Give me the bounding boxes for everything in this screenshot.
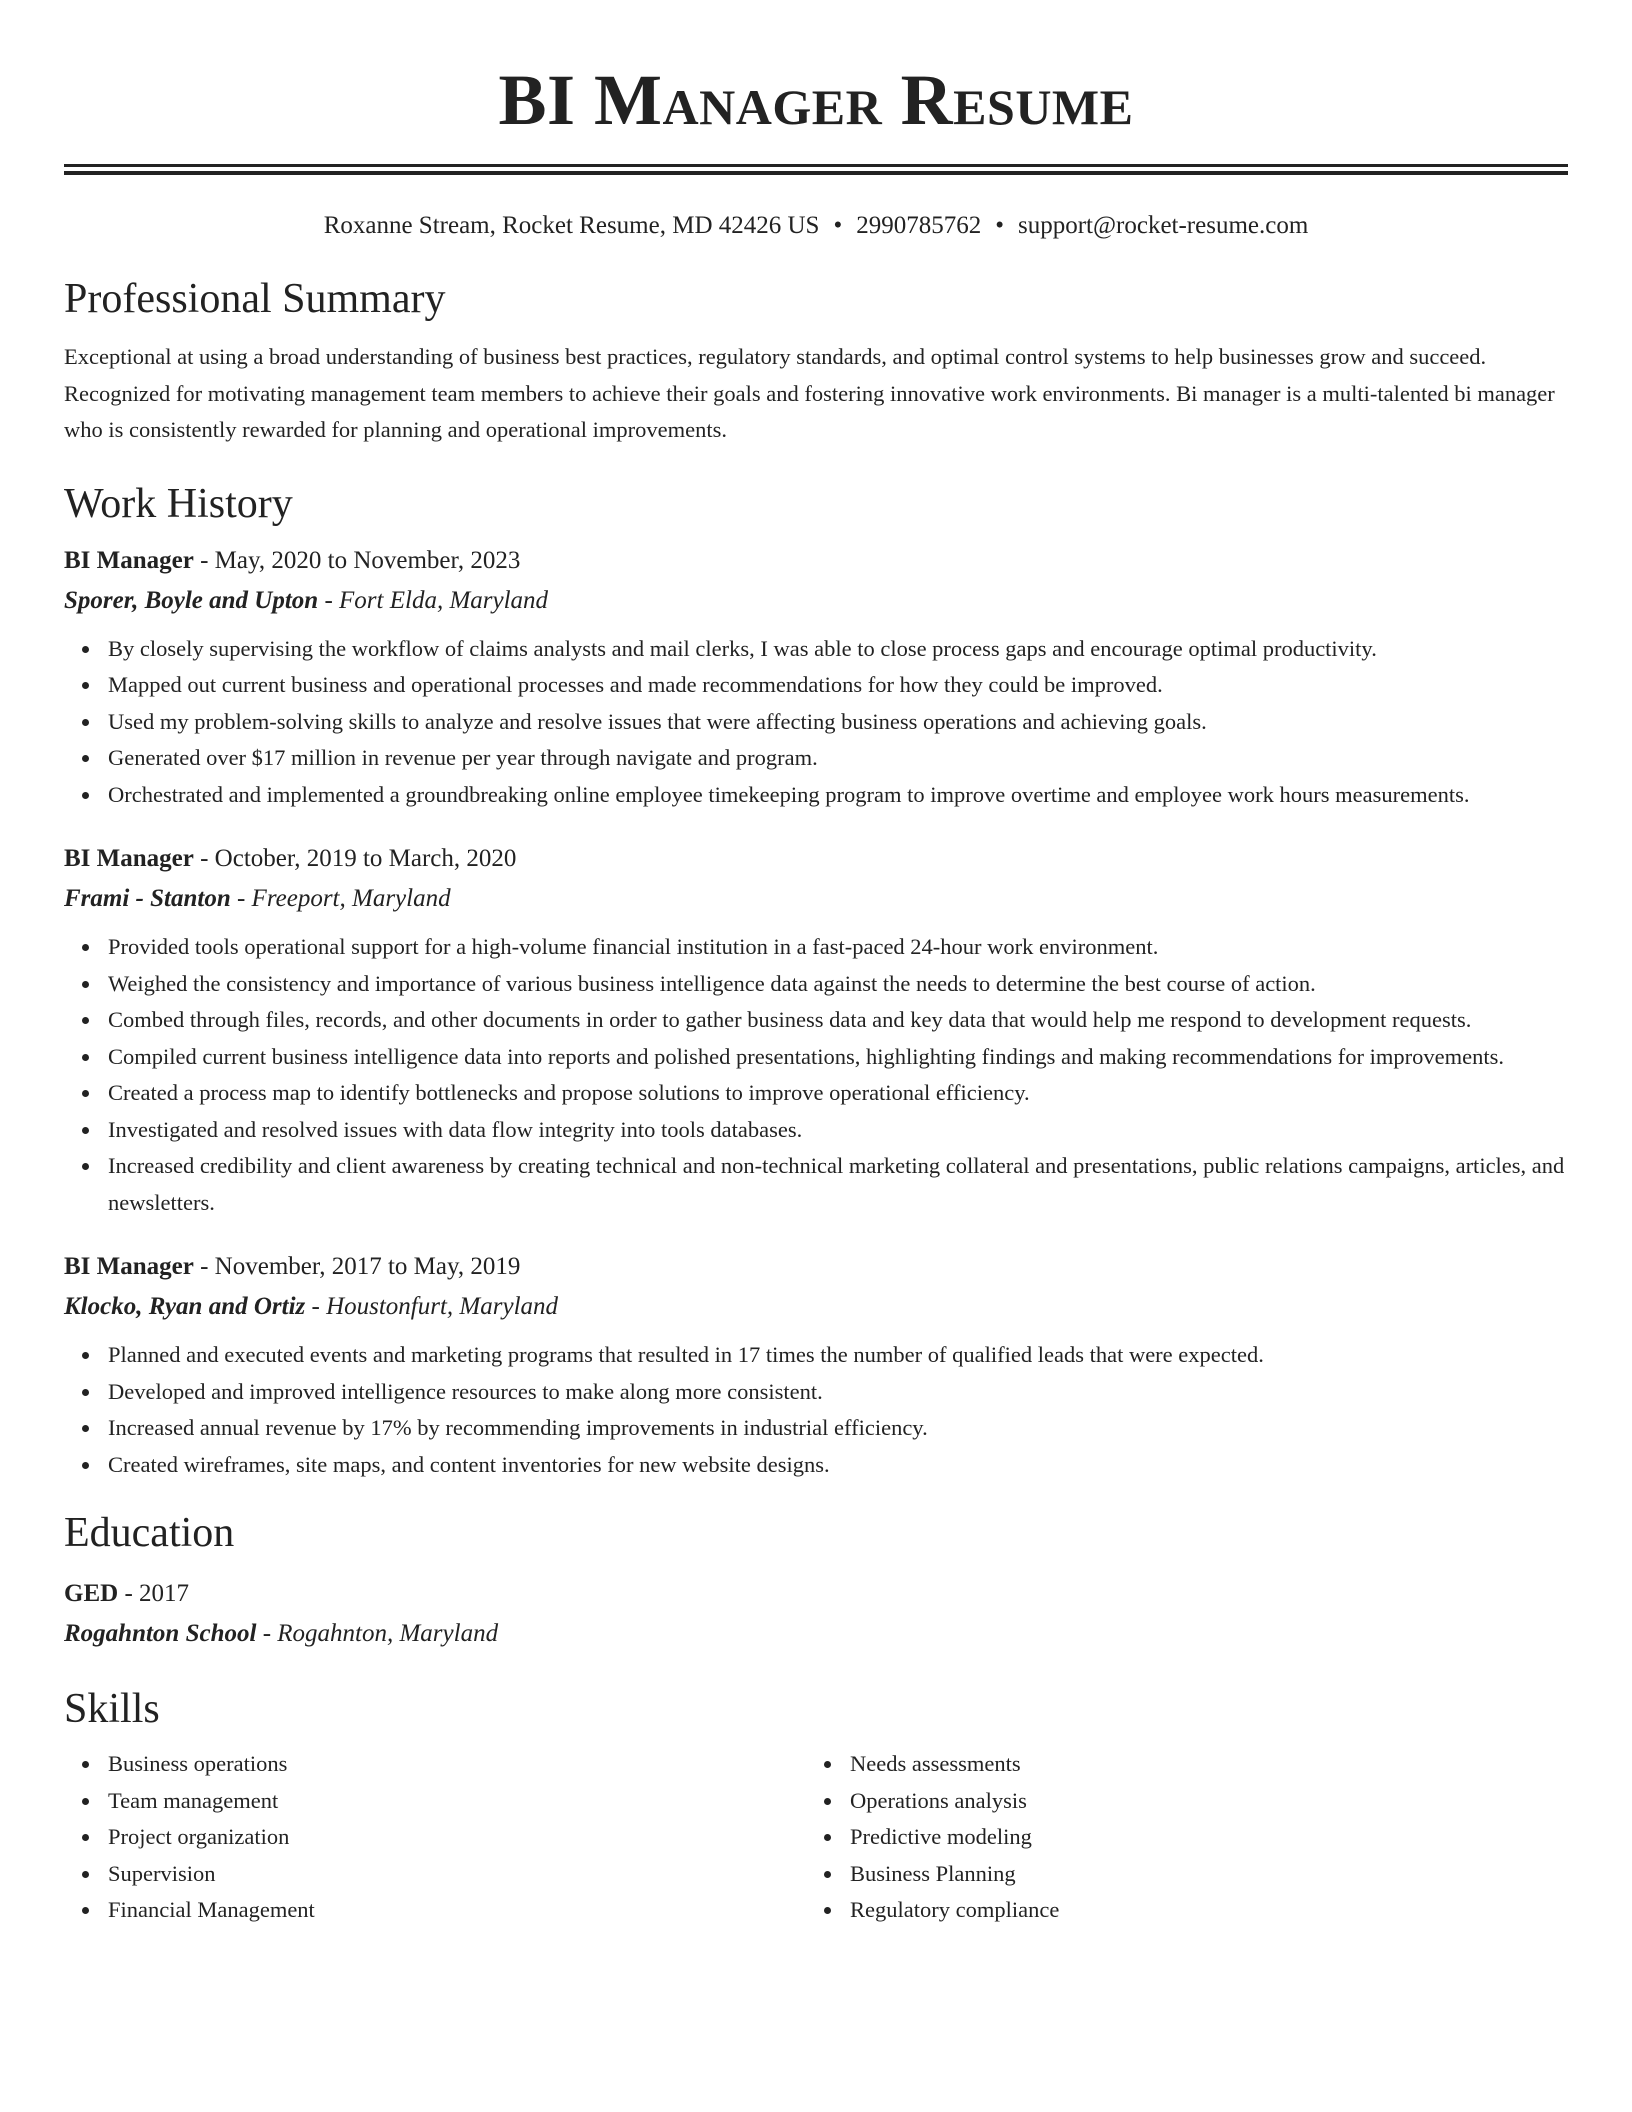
skills-grid xyxy=(64,1746,1568,1929)
list-item: Increased credibility and client awareness by creating technical and non-technical marketing collateral and presentations, public relations campaigns, articles, and newsletters. xyxy=(108,1148,1568,1221)
job-entry xyxy=(64,839,1568,1221)
summary-text: Exceptional at using a broad understanding of business best practices, regulatory standards, and optimal control systems to help businesses grow and succeed. Recognized for motivating management team members to achieve their goals and fostering innovative work environments. Bi manager is a multi-talented bi manager who is consistently rewarded for planning and operational improvements. xyxy=(64,344,1555,442)
list-item: Generated over $17 million in revenue per year through navigate and program. xyxy=(108,740,1568,777)
skill-item: Regulatory compliance xyxy=(850,1892,1548,1929)
contact-separator: • xyxy=(833,212,843,239)
list-item: By closely supervising the workflow of claims analysts and mail clerks, I was able to close process gaps and encourage optimal productivity. xyxy=(108,631,1568,668)
job-entry xyxy=(64,1247,1568,1483)
work-history-heading: Work History xyxy=(64,480,293,527)
job-company-line xyxy=(64,581,1568,621)
list-item: Investigated and resolved issues with data flow integrity into tools databases. xyxy=(108,1112,1568,1149)
skill-item: Predictive modeling xyxy=(850,1819,1548,1856)
list-item: Increased annual revenue by 17% by recommending improvements in industrial efficiency. xyxy=(108,1410,1568,1447)
list-item: Used my problem-solving skills to analyze and resolve issues that were affecting business operations and achieving goals. xyxy=(108,704,1568,741)
job-location: - Freeport, Maryland xyxy=(230,885,451,912)
job-dates: - May, 2020 to November, 2023 xyxy=(193,546,521,574)
education-degree-line xyxy=(64,1574,1568,1614)
job-title-line xyxy=(64,541,1568,581)
job-company-line xyxy=(64,1287,1568,1327)
summary-heading: Professional Summary xyxy=(64,276,446,322)
skill-item: Project organization xyxy=(108,1819,806,1856)
skill-item: Operations analysis xyxy=(850,1783,1548,1820)
contact-separator: • xyxy=(995,212,1004,239)
job-entry xyxy=(64,541,1568,814)
skill-item: Supervision xyxy=(108,1856,806,1893)
job-title-line xyxy=(64,839,1568,879)
list-item: Orchestrated and implemented a groundbreaking online employee timekeeping program to improve overtime and employee work hours measurements. xyxy=(108,777,1568,814)
skills-list xyxy=(806,1746,1548,1929)
skill-item: Business Planning xyxy=(850,1856,1548,1893)
education-school: Rogahnton School xyxy=(64,1620,257,1647)
job-company: Klocko, Ryan and Ortiz xyxy=(64,1293,306,1320)
job-title-line xyxy=(64,1247,1568,1287)
skill-item: Needs assessments xyxy=(850,1746,1548,1783)
list-item: Combed through files, records, and other documents in order to gather business data and key data that would help me respond to development requests. xyxy=(108,1002,1568,1039)
contact-address: Roxanne Stream, Rocket Resume, MD 42426 US xyxy=(323,212,820,239)
job-title: BI Manager xyxy=(64,546,194,574)
job-location: - Fort Elda, Maryland xyxy=(318,586,549,614)
list-item: Created wireframes, site maps, and content inventories for new website designs. xyxy=(108,1447,1568,1484)
list-item: Provided tools operational support for a high-volume financial institution in a fast-paced 24-hour work environment. xyxy=(108,929,1568,966)
job-dates: - October, 2019 to March, 2020 xyxy=(193,845,517,872)
contact-line xyxy=(64,211,1568,241)
resume-title: BI Manager Resume xyxy=(498,60,1134,140)
job-company: Frami - Stanton xyxy=(64,885,231,912)
skill-item: Financial Management xyxy=(108,1892,806,1929)
skill-item: Team management xyxy=(108,1783,806,1820)
list-item: Weighed the consistency and importance of various business intelligence data against the needs to determine the best course of action. xyxy=(108,966,1568,1003)
contact-email: support@rocket-resume.com xyxy=(1018,212,1309,239)
contact-phone: 2990785762 xyxy=(856,212,982,239)
list-item: Compiled current business intelligence data into reports and polished presentations, highlighting findings and making recommendations for improvements. xyxy=(108,1039,1568,1076)
list-item: Mapped out current business and operational processes and made recommendations for how they could be improved. xyxy=(108,667,1568,704)
job-bullets xyxy=(64,631,1568,814)
education-school-line xyxy=(64,1614,1568,1654)
education-entry xyxy=(64,1574,1568,1654)
divider-thick-line xyxy=(64,171,1568,175)
skills-column-left xyxy=(64,1746,806,1929)
title-divider xyxy=(64,164,1568,175)
education-degree: GED xyxy=(64,1580,119,1607)
education-year: - 2017 xyxy=(118,1580,190,1607)
job-title: BI Manager xyxy=(64,1253,194,1280)
skill-item: Business operations xyxy=(108,1746,806,1783)
job-bullets xyxy=(64,1337,1568,1483)
list-item: Developed and improved intelligence resources to make along more consistent. xyxy=(108,1374,1568,1411)
education-heading: Education xyxy=(64,1510,235,1556)
skills-heading: Skills xyxy=(64,1686,160,1732)
job-title: BI Manager xyxy=(64,845,194,872)
list-item: Created a process map to identify bottlenecks and propose solutions to improve operational efficiency. xyxy=(108,1075,1568,1112)
job-dates: - November, 2017 to May, 2019 xyxy=(193,1253,521,1280)
education-location: - Rogahnton, Maryland xyxy=(256,1620,499,1647)
job-company-line xyxy=(64,879,1568,919)
job-company: Sporer, Boyle and Upton xyxy=(64,586,319,614)
job-location: - Houstonfurt, Maryland xyxy=(305,1293,559,1320)
skills-list xyxy=(64,1746,806,1929)
job-bullets xyxy=(64,929,1568,1221)
list-item: Planned and executed events and marketing programs that resulted in 17 times the number of qualified leads that were expected. xyxy=(108,1337,1568,1374)
skills-column-right xyxy=(806,1746,1548,1929)
